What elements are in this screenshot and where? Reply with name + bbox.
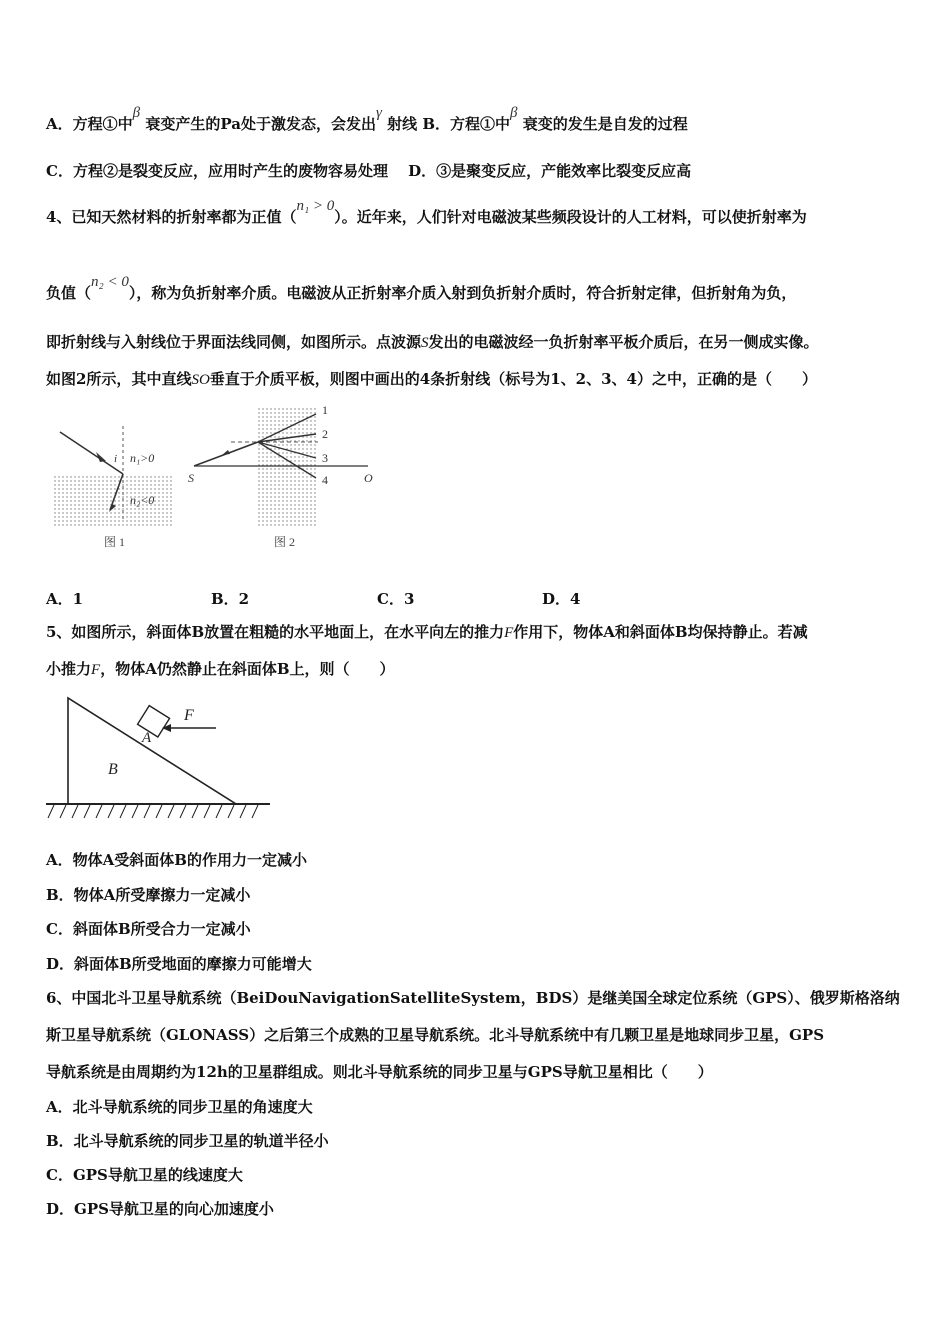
q4-line-4 [46, 369, 817, 390]
fig2-s-label: S [188, 471, 194, 485]
q4-option-a[interactable]: A．1 [46, 590, 84, 608]
beta-symbol-2: β [510, 105, 518, 121]
force-f-2: F [91, 662, 101, 678]
q4-l1-pre: 4、已知天然材料的折射率都为正值（ [46, 208, 297, 226]
fig1-i-label: i [114, 453, 118, 465]
line-so: SO [191, 372, 210, 388]
q4-l3-post: 发出的电磁波经一负折射率平板介质后，在另一侧成实像。 [428, 333, 819, 351]
ray-label-1: 1 [322, 403, 328, 417]
q4-l1-post: ）。近年来，人们针对电磁波某些频段设计的人工材料，可以使折射率为 [334, 208, 807, 226]
negative-index-slab [256, 408, 318, 526]
q6-line-2: 斯卫星导航系统（GLONASS）之后第三个成熟的卫星导航系统。北斗导航系统中有几颗卫星是地球同步卫星，GPS [46, 1026, 825, 1044]
label-a: A [142, 730, 152, 746]
q5-option-a[interactable]: A．物体A受斜面体B的作用力一定减小 [46, 851, 307, 869]
q6-option-d[interactable]: D．GPS导航卫星的向心加速度小 [46, 1200, 274, 1218]
label-f: F [184, 707, 194, 724]
q4-figures [46, 400, 376, 560]
fig1-caption: 图 1 [104, 535, 126, 549]
q5-option-b[interactable]: B．物体A所受摩擦力一定减小 [46, 886, 251, 904]
q5-l1-post: 作用下，物体A和斜面体B均保持静止。若减 [513, 623, 808, 641]
q4-option-c[interactable]: C．3 [377, 590, 415, 608]
q6-option-c[interactable]: C．GPS导航卫星的线速度大 [46, 1166, 243, 1184]
q5-l2-pre: 小推力 [46, 660, 92, 678]
label-b: B [108, 761, 118, 778]
q4-line-2 [46, 274, 797, 304]
q6-option-b[interactable]: B．北斗导航系统的同步卫星的轨道半径小 [46, 1132, 329, 1150]
q6-line-1: 6、中国北斗卫星导航系统（BeiDouNavigationSatelliteSystem，BDS）是继美国全球定位系统（GPS）、俄罗斯格洛纳 [46, 989, 900, 1007]
q5-l1-pre: 5、如图所示，斜面体B放置在粗糙的水平地面上，在水平向左的推力 [46, 623, 505, 641]
q3-b-post: 衰变的发生是自发的过程 [522, 115, 688, 133]
ray-label-3: 3 [322, 451, 328, 465]
q5-option-c[interactable]: C．斜面体B所受合力一定减小 [46, 920, 251, 938]
fig2-o-label: O [364, 471, 373, 485]
q6-option-a[interactable]: A．北斗导航系统的同步卫星的角速度大 [46, 1098, 313, 1116]
fig1-n2-label: n₂<0 [130, 493, 155, 507]
figure-2 [188, 403, 373, 549]
ray-label-4: 4 [322, 473, 328, 487]
q5-l2-post: ，物体A仍然静止在斜面体B上，则（ ） [100, 660, 395, 678]
q3-a-mid: 衰变产生的Pa处于激发态，会发出 [145, 115, 376, 133]
q5-line-2 [46, 659, 395, 680]
point-source-s: S [421, 335, 429, 351]
q4-line-1 [46, 198, 807, 228]
n1-condition: n₁ > 0 [296, 198, 335, 214]
q6-line-3: 导航系统是由周期约为12h的卫星群组成。则北斗导航系统的同步卫星与GPS导航卫星相比（ ） [46, 1063, 713, 1081]
q4-l4-post: 垂直于介质平板，则图中画出的4条折射线（标号为1、2、3、4）之中，正确的是（ ） [209, 370, 817, 388]
q5-line-1 [46, 622, 808, 643]
figure-1 [54, 426, 172, 549]
ray-label-2: 2 [322, 427, 328, 441]
q5-option-d[interactable]: D．斜面体B所受地面的摩擦力可能增大 [46, 955, 312, 973]
q3-a-pre: A．方程①中 [46, 115, 133, 133]
fig2-caption: 图 2 [274, 535, 296, 549]
q4-l2-pre: 负值（ [46, 284, 92, 302]
beta-symbol: β [132, 105, 141, 121]
q4-option-d[interactable]: D．4 [542, 590, 581, 608]
fig1-n1-label: n₁>0 [130, 451, 155, 465]
gamma-symbol: γ [375, 105, 382, 121]
q4-l3-pre: 即折射线与入射线位于界面法线同侧，如图所示。点波源 [46, 333, 422, 351]
q4-l2-post: ），称为负折射率介质。电磁波从正折射率介质入射到负折射介质时，符合折射定律，但折射角为负， [128, 284, 797, 302]
n2-condition: n₂ < 0 [91, 274, 129, 290]
q3-option-a-b-line [46, 105, 688, 135]
q3-a-post: 射线 B．方程①中 [387, 115, 511, 133]
q4-option-b[interactable]: B．2 [211, 590, 250, 608]
q4-l4-pre: 如图2所示，其中直线 [46, 370, 192, 388]
q4-line-3 [46, 332, 819, 353]
force-f: F [504, 625, 514, 641]
q3-option-c-d-line: C．方程②是裂变反应，应用时产生的废物容易处理 D．③是聚变反应，产能效率比裂变反应高 [46, 162, 692, 180]
q5-incline-figure [44, 694, 274, 824]
